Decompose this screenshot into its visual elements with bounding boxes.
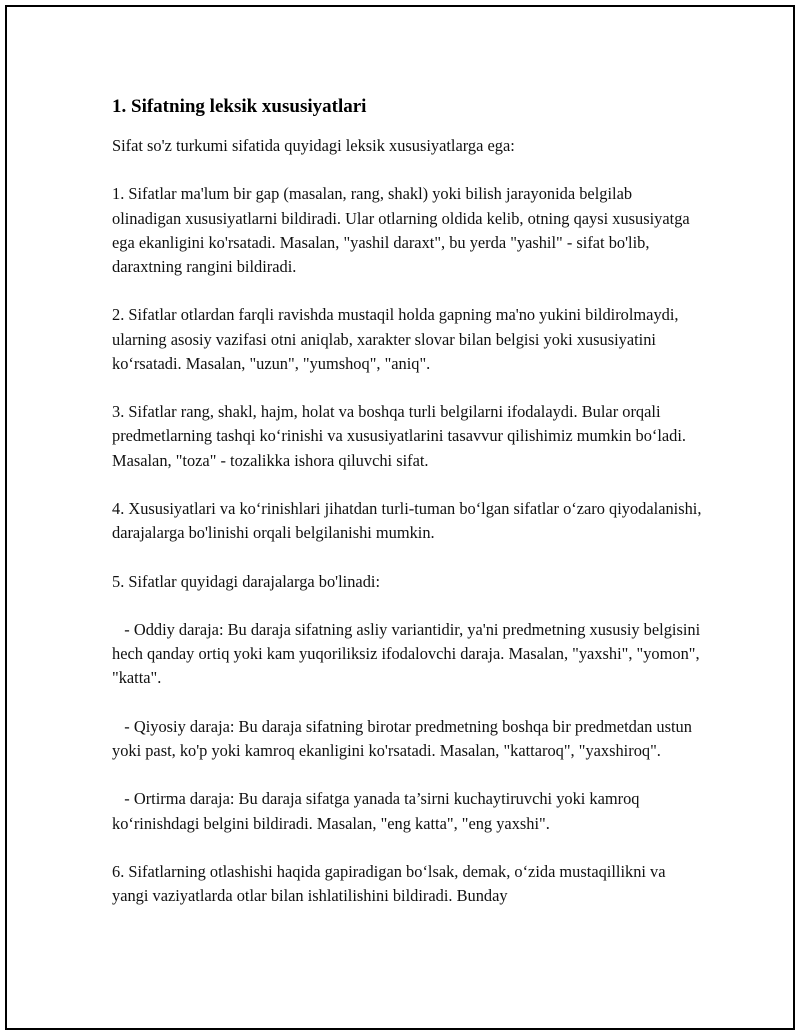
degree-oddiy-text: - Oddiy daraja: Bu daraja sifatning asliy variantidir, ya'ni predmetning xususiy belgisini hech qanday ortiq yoki kam yuqoriliksiz ifodalovchi daraja. Masalan, "yaxshi", "yomon", "katta". — [112, 619, 701, 688]
degree-oddiy — [112, 618, 702, 691]
degree-ortirma — [112, 787, 702, 835]
degree-ortirma-text: - Ortirma daraja: Bu daraja sifatga yanada ta’sirni kuchaytiruvchi yoki kamroq ko‘rinishdagi belgini bildiradi. Masalan, "eng katta", "eng yaxshi". — [112, 789, 640, 833]
section-heading: 1. Sifatning leksik xususiyatlari — [112, 96, 367, 117]
intro-paragraph: Sifat so'z turkumi sifatida quyidagi leksik xususiyatlarga ega: — [112, 136, 515, 155]
point-4: 4. Xususiyatlari va ko‘rinishlari jihatdan turli-tuman bo‘lgan sifatlar o‘zaro qiyodalanishi, darajalarga bo'linishi orqali belgilanishi mumkin. — [112, 498, 702, 543]
point-2: 2. Sifatlar otlardan farqli ravishda mustaqil holda gapning ma'no yukini bildirolmaydi, ularning asosiy vazifasi otni aniqlab, xarakter slovar bilan belgisi yoki xususiyatini ko‘rsatadi. Masalan, "uzun", "yumshoq", "aniq". — [112, 305, 679, 373]
point-6: 6. Sifatlarning otlashishi haqida gapiradigan bo‘lsak, demak, o‘zida mustaqillikni va yangi vaziyatlarda otlar bilan ishlatilishini bildiradi. Bunday — [112, 861, 666, 906]
point-3: 3. Sifatlar rang, shakl, hajm, holat va boshqa turli belgilarni ifodalaydi. Bular orqali predmetlarning tashqi ko‘rinishi va xususiyatlarini tasavvur qilishimiz mumkin bo‘ladi. Masalan, "toza" - tozalikka ishora qiluvchi sifat. — [112, 402, 687, 470]
point-1: 1. Sifatlar ma'lum bir gap (masalan, rang, shakl) yoki bilish jarayonida belgilab olinadigan xususiyatlarni bildiradi. Ular otlarning oldida kelib, otning qaysi xususiyatga ega ekanligini ko'rsatadi. Masalan, "yashil daraxt", bu yerda "yashil" - sifat bo'lib, daraxtning rangini bildiradi. — [112, 184, 690, 276]
document-body — [112, 94, 702, 908]
degree-qiyosiy-text: - Qiyosiy daraja: Bu daraja sifatning birotar predmetning boshqa bir predmetdan ustun yoki past, ko'p yoki kamroq ekanligini ko'rsatadi. Masalan, "kattaroq", "yaxshiroq". — [112, 716, 692, 760]
degree-qiyosiy — [112, 715, 702, 763]
point-5: 5. Sifatlar quyidagi darajalarga bo'linadi: — [112, 571, 381, 591]
